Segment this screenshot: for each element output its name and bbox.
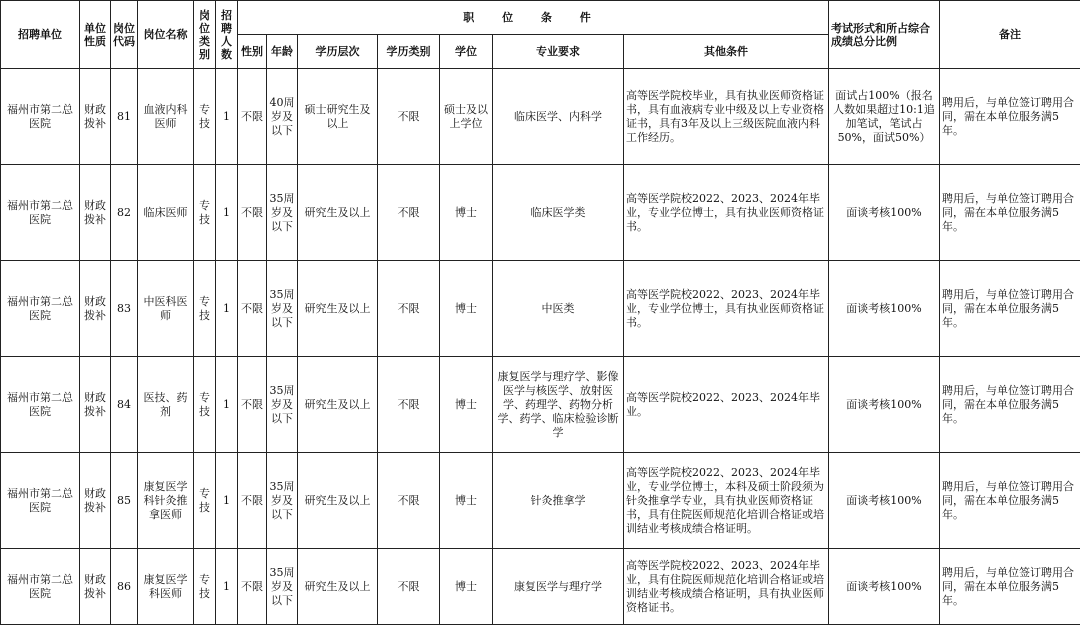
cell-count: 1 (216, 69, 238, 165)
cell-education-type: 不限 (378, 69, 440, 165)
cell-gender: 不限 (238, 261, 267, 357)
cell-exam: 面谈考核100% (829, 453, 940, 549)
cell-unit: 福州市第二总医院 (1, 165, 80, 261)
cell-education-level: 研究生及以上 (298, 165, 378, 261)
header-other-conditions: 其他条件 (624, 35, 829, 69)
cell-nature: 财政拨补 (80, 69, 111, 165)
cell-gender: 不限 (238, 357, 267, 453)
header-education-type: 学历类别 (378, 35, 440, 69)
cell-unit: 福州市第二总医院 (1, 261, 80, 357)
cell-age: 40周岁及以下 (267, 69, 298, 165)
cell-degree: 博士 (440, 357, 493, 453)
cell-count: 1 (216, 261, 238, 357)
cell-education-level: 硕士研究生及以上 (298, 69, 378, 165)
cell-code: 85 (111, 453, 138, 549)
cell-unit: 福州市第二总医院 (1, 549, 80, 625)
cell-other-conditions: 高等医学院校2022、2023、2024年毕业。 (624, 357, 829, 453)
cell-education-type: 不限 (378, 549, 440, 625)
cell-post-name: 血液内科医师 (138, 69, 194, 165)
header-gender: 性别 (238, 35, 267, 69)
cell-remark: 聘用后，与单位签订聘用合同，需在本单位服务满5年。 (940, 165, 1080, 261)
header-post-category: 岗位类别 (194, 1, 216, 69)
cell-gender: 不限 (238, 165, 267, 261)
cell-count: 1 (216, 165, 238, 261)
cell-degree: 博士 (440, 165, 493, 261)
cell-remark: 聘用后，与单位签订聘用合同，需在本单位服务满5年。 (940, 549, 1080, 625)
cell-nature: 财政拨补 (80, 453, 111, 549)
cell-remark: 聘用后，与单位签订聘用合同，需在本单位服务满5年。 (940, 261, 1080, 357)
cell-unit: 福州市第二总医院 (1, 69, 80, 165)
header-recruiting-unit: 招聘单位 (1, 1, 80, 69)
cell-other-conditions: 高等医学院校毕业，具有执业医师资格证书，具有血液病专业中级及以上专业资格证书，具有3年及以上三级医院血液内科工作经历。 (624, 69, 829, 165)
cell-education-type: 不限 (378, 453, 440, 549)
cell-nature: 财政拨补 (80, 261, 111, 357)
cell-exam: 面试占100%（报名人数如果超过10:1追加笔试，笔试占50%，面试50%） (829, 69, 940, 165)
cell-other-conditions: 高等医学院校2022、2023、2024年毕业，具有住院医师规范化培训合格证或培训结业考核成绩合格证明，具有执业医师资格证书。 (624, 549, 829, 625)
cell-code: 84 (111, 357, 138, 453)
cell-gender: 不限 (238, 453, 267, 549)
cell-gender: 不限 (238, 549, 267, 625)
cell-major: 针灸推拿学 (493, 453, 624, 549)
header-age: 年龄 (267, 35, 298, 69)
cell-post-name: 临床医师 (138, 165, 194, 261)
cell-major: 中医类 (493, 261, 624, 357)
cell-category: 专技 (194, 453, 216, 549)
cell-education-level: 研究生及以上 (298, 261, 378, 357)
cell-exam: 面谈考核100% (829, 261, 940, 357)
cell-remark: 聘用后，与单位签订聘用合同，需在本单位服务满5年。 (940, 453, 1080, 549)
header-post-code: 岗位代码 (111, 1, 138, 69)
cell-other-conditions: 高等医学院校2022、2023、2024年毕业，专业学位博士，具有执业医师资格证书。 (624, 165, 829, 261)
cell-exam: 面谈考核100% (829, 357, 940, 453)
cell-age: 35周岁及以下 (267, 549, 298, 625)
table-row (1, 165, 1080, 261)
cell-major: 康复医学与理疗学 (493, 549, 624, 625)
cell-unit: 福州市第二总医院 (1, 453, 80, 549)
cell-remark: 聘用后，与单位签订聘用合同，需在本单位服务满5年。 (940, 69, 1080, 165)
cell-other-conditions: 高等医学院校2022、2023、2024年毕业，专业学位博士，具有执业医师资格证书。 (624, 261, 829, 357)
cell-code: 83 (111, 261, 138, 357)
cell-remark: 聘用后，与单位签订聘用合同，需在本单位服务满5年。 (940, 357, 1080, 453)
cell-post-name: 医技、药剂 (138, 357, 194, 453)
cell-category: 专技 (194, 549, 216, 625)
cell-count: 1 (216, 453, 238, 549)
table-row (1, 549, 1080, 625)
cell-post-name: 中医科医师 (138, 261, 194, 357)
cell-nature: 财政拨补 (80, 549, 111, 625)
cell-education-type: 不限 (378, 165, 440, 261)
cell-other-conditions: 高等医学院校2022、2023、2024年毕业，专业学位博士，本科及硕士阶段须为针灸推拿学专业，具有执业医师资格证书，具有住院医师规范化培训合格证或培训结业考核成绩合格证明。 (624, 453, 829, 549)
cell-age: 35周岁及以下 (267, 261, 298, 357)
header-recruit-count: 招聘人数 (216, 1, 238, 69)
cell-degree: 博士 (440, 453, 493, 549)
header-post-name: 岗位名称 (138, 1, 194, 69)
cell-code: 86 (111, 549, 138, 625)
cell-category: 专技 (194, 261, 216, 357)
header-post-conditions: 职 位 条 件 (238, 1, 829, 35)
cell-education-type: 不限 (378, 357, 440, 453)
cell-category: 专技 (194, 165, 216, 261)
table-row (1, 357, 1080, 453)
cell-major: 康复医学与理疗学、影像医学与核医学、放射医学、药理学、药物分析学、药学、临床检验诊断学 (493, 357, 624, 453)
header-remarks: 备注 (940, 1, 1080, 69)
cell-education-type: 不限 (378, 261, 440, 357)
cell-post-name: 康复医学科医师 (138, 549, 194, 625)
header-degree: 学位 (440, 35, 493, 69)
cell-post-name: 康复医学科针灸推拿医师 (138, 453, 194, 549)
cell-category: 专技 (194, 357, 216, 453)
cell-code: 82 (111, 165, 138, 261)
cell-major: 临床医学、内科学 (493, 69, 624, 165)
cell-count: 1 (216, 357, 238, 453)
table-row (1, 453, 1080, 549)
cell-degree: 博士 (440, 549, 493, 625)
cell-age: 35周岁及以下 (267, 453, 298, 549)
header-exam-format: 考试形式和所占综合成绩总分比例 (829, 1, 940, 69)
cell-education-level: 研究生及以上 (298, 549, 378, 625)
header-unit-nature: 单位性质 (80, 1, 111, 69)
header-major: 专业要求 (493, 35, 624, 69)
cell-gender: 不限 (238, 69, 267, 165)
cell-age: 35周岁及以下 (267, 165, 298, 261)
cell-nature: 财政拨补 (80, 357, 111, 453)
cell-nature: 财政拨补 (80, 165, 111, 261)
cell-degree: 博士 (440, 261, 493, 357)
cell-unit: 福州市第二总医院 (1, 357, 80, 453)
cell-exam: 面谈考核100% (829, 549, 940, 625)
cell-code: 81 (111, 69, 138, 165)
cell-major: 临床医学类 (493, 165, 624, 261)
table-row (1, 261, 1080, 357)
cell-age: 35周岁及以下 (267, 357, 298, 453)
cell-education-level: 研究生及以上 (298, 453, 378, 549)
header-row-1 (1, 1, 1080, 35)
cell-degree: 硕士及以上学位 (440, 69, 493, 165)
cell-exam: 面谈考核100% (829, 165, 940, 261)
cell-category: 专技 (194, 69, 216, 165)
table-row (1, 69, 1080, 165)
cell-education-level: 研究生及以上 (298, 357, 378, 453)
header-education-level: 学历层次 (298, 35, 378, 69)
cell-count: 1 (216, 549, 238, 625)
